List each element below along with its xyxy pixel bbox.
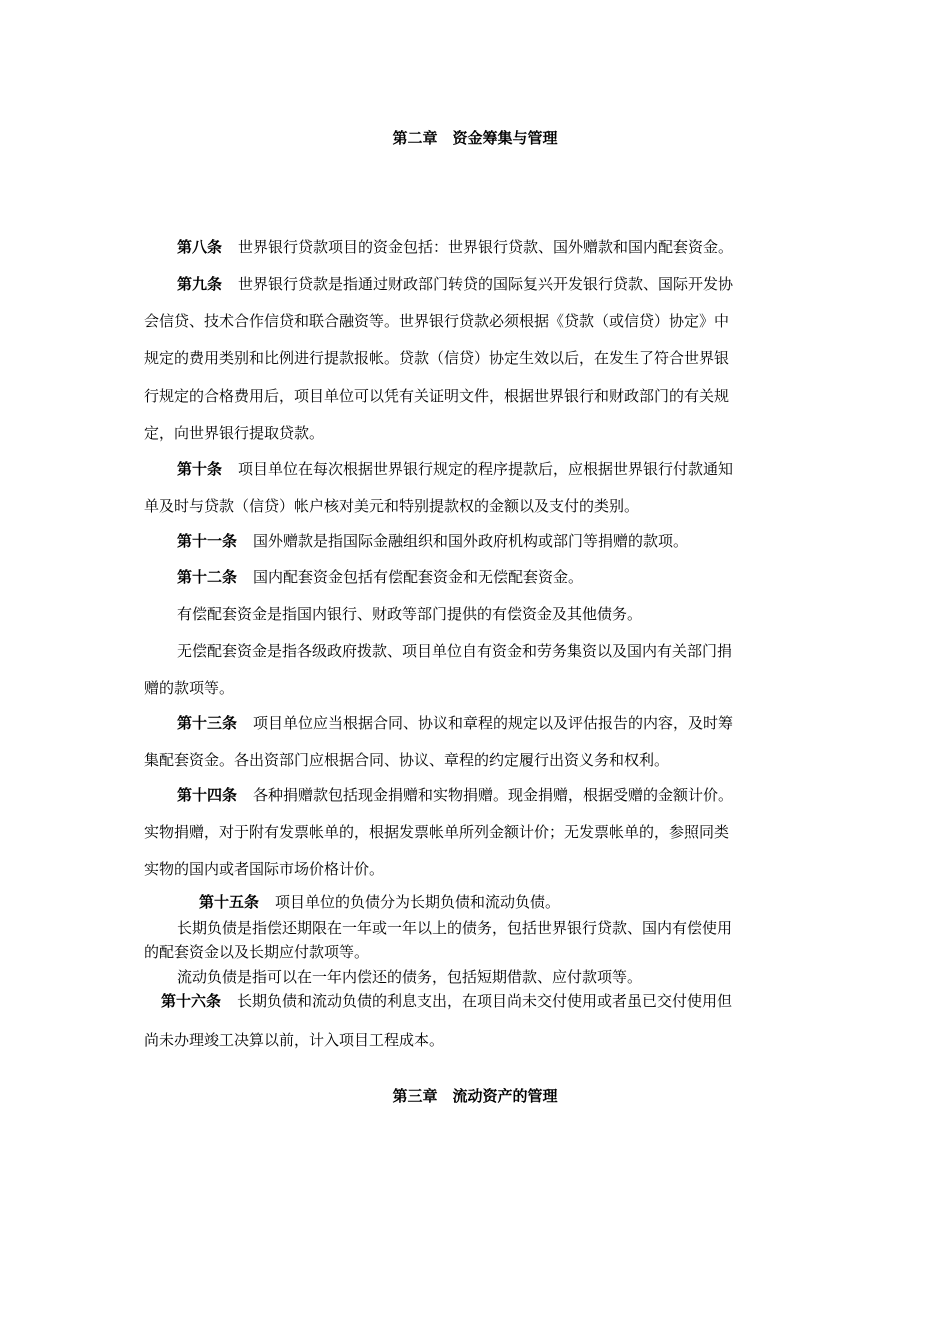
article-15-paragraph-3: 流动负债是指可以在一年内偿还的债务，包括短期借款、应付款项等。 — [177, 968, 643, 986]
article-11-text: 国外赠款是指国际金融组织和国外政府机构或部门等捐赠的款项。 — [253, 532, 689, 550]
article-10-text-line-2: 单及时与贷款（信贷）帐户核对美元和特别提款权的金额以及支付的类别。 — [144, 497, 640, 515]
article-10-number: 第十条 — [177, 460, 223, 478]
article-16 — [161, 991, 831, 1011]
article-12-paragraph-3-line-2: 赠的款项等。 — [144, 679, 235, 697]
article-14-text-line-3: 实物的国内或者国际市场价格计价。 — [144, 860, 385, 878]
article-10 — [177, 459, 847, 479]
article-16-text-line-1: 长期负债和流动负债的利息支出，在项目尚未交付使用或者虽已交付使用但 — [237, 992, 733, 1010]
article-16-text-line-2: 尚未办理竣工决算以前，计入项目工程成本。 — [144, 1031, 445, 1049]
article-8-text: 世界银行贷款项目的资金包括：世界银行贷款、国外赠款和国内配套资金。 — [238, 238, 734, 256]
article-10-text-line-1: 项目单位在每次根据世界银行规定的程序提款后，应根据世界银行付款通知 — [238, 460, 734, 478]
article-15-paragraph-2-line-2: 的配套资金以及长期应付款项等。 — [144, 943, 370, 961]
chapter-3-title: 第三章 流动资产的管理 — [392, 1087, 558, 1105]
article-11 — [177, 531, 847, 551]
article-12-paragraph-2: 有偿配套资金是指国内银行、财政等部门提供的有偿资金及其他债务。 — [177, 605, 643, 623]
article-9-number: 第九条 — [177, 275, 223, 293]
article-9-text-line-4: 行规定的合格费用后，项目单位可以凭有关证明文件，根据世界银行和财政部门的有关规 — [144, 387, 730, 405]
article-13-text-line-2: 集配套资金。各出资部门应根据合同、协议、章程的约定履行出资义务和权利。 — [144, 751, 670, 769]
article-9-text-line-3: 规定的费用类别和比例进行提款报帐。贷款（信贷）协定生效以后，在发生了符合世界银 — [144, 349, 730, 367]
article-9-text-line-1: 世界银行贷款是指通过财政部门转贷的国际复兴开发银行贷款、国际开发协 — [238, 275, 734, 293]
article-12-number: 第十二条 — [177, 568, 238, 586]
article-16-number: 第十六条 — [161, 992, 222, 1010]
article-14-number: 第十四条 — [177, 786, 238, 804]
article-13 — [177, 713, 847, 733]
article-9-text-line-5: 定，向世界银行提取贷款。 — [144, 424, 325, 442]
article-11-number: 第十一条 — [177, 532, 238, 550]
chapter-2-title: 第二章 资金筹集与管理 — [392, 129, 558, 147]
article-8-number: 第八条 — [177, 238, 223, 256]
article-14-text-line-2: 实物捐赠，对于附有发票帐单的，根据发票帐单所列金额计价；无发票帐单的，参照同类 — [144, 823, 730, 841]
article-12-paragraph-3-line-1: 无偿配套资金是指各级政府拨款、项目单位自有资金和劳务集资以及国内有关部门捐 — [177, 642, 733, 660]
article-9 — [177, 274, 797, 294]
article-13-number: 第十三条 — [177, 714, 238, 732]
article-14 — [177, 785, 847, 805]
article-13-text-line-1: 项目单位应当根据合同、协议和章程的规定以及评估报告的内容，及时筹 — [253, 714, 734, 732]
article-14-text-line-1: 各种捐赠款包括现金捐赠和实物捐赠。现金捐赠，根据受赠的金额计价。 — [253, 786, 734, 804]
article-15-paragraph-2-line-1: 长期负债是指偿还期限在一年或一年以上的债务，包括世界银行贷款、国内有偿使用 — [177, 919, 733, 937]
article-15-number: 第十五条 — [199, 893, 260, 911]
article-12-text: 国内配套资金包括有偿配套资金和无偿配套资金。 — [253, 568, 584, 586]
article-15-text: 项目单位的负债分为长期负债和流动负债。 — [275, 893, 561, 911]
article-8 — [177, 237, 847, 257]
article-15 — [199, 892, 869, 912]
article-12 — [177, 567, 847, 587]
article-9-text-line-2: 会信贷、技术合作信贷和联合融资等。世界银行贷款必须根据《贷款（或信贷）协定》中 — [144, 312, 730, 330]
